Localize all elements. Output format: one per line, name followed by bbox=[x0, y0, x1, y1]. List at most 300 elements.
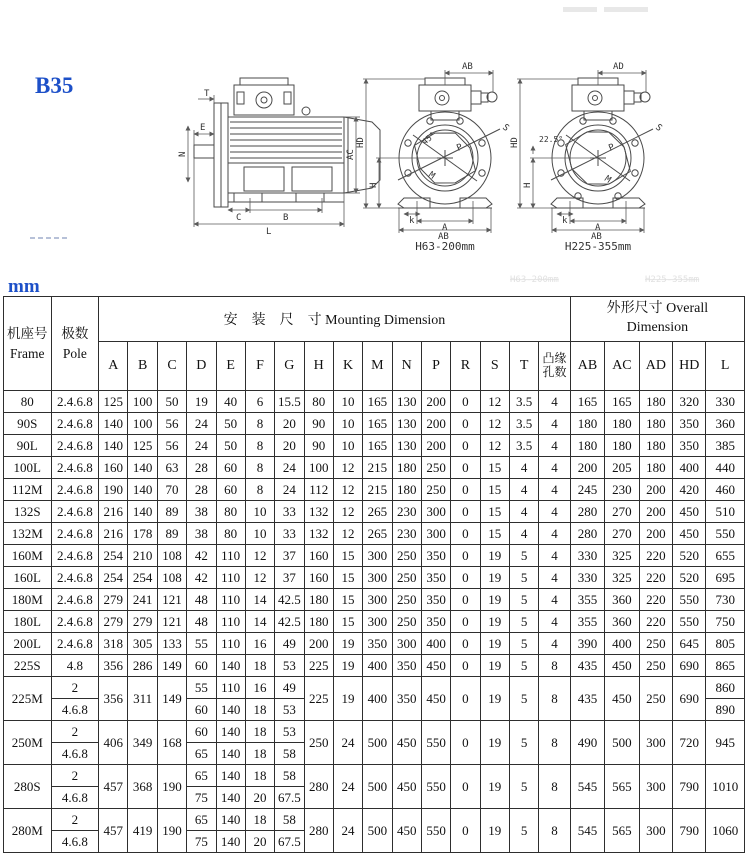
col-header-T: T bbox=[509, 342, 538, 391]
dim-ac: 165 bbox=[605, 391, 639, 413]
dim-ac: 205 bbox=[605, 457, 639, 479]
dim-m: 500 bbox=[363, 765, 392, 809]
dim-s: 19 bbox=[480, 809, 509, 853]
dim-g: 37 bbox=[275, 545, 304, 567]
dim-e: 110 bbox=[216, 677, 245, 699]
table-row bbox=[4, 435, 745, 457]
dim-b: 210 bbox=[128, 545, 157, 567]
dim-m: 165 bbox=[363, 413, 392, 435]
col-header-P: P bbox=[421, 342, 450, 391]
dim-g: 42.5 bbox=[275, 611, 304, 633]
dim-ac: 180 bbox=[605, 435, 639, 457]
dim-l: 865 bbox=[706, 655, 745, 677]
dim-c: 121 bbox=[157, 589, 186, 611]
dim-ad: 220 bbox=[639, 589, 672, 611]
dim-p: 350 bbox=[421, 545, 450, 567]
dim-s: 19 bbox=[480, 721, 509, 765]
dim-ad: 180 bbox=[639, 391, 672, 413]
dim-label-L: L bbox=[266, 227, 272, 237]
dim-f: 8 bbox=[245, 457, 274, 479]
dim-k: 12 bbox=[333, 479, 362, 501]
dim-s: 19 bbox=[480, 655, 509, 677]
dim-h: 132 bbox=[304, 501, 333, 523]
dim-ac: 400 bbox=[605, 633, 639, 655]
frame-cell: 200L bbox=[4, 633, 52, 655]
table-row bbox=[4, 809, 745, 831]
unit-label: mm bbox=[8, 276, 40, 296]
dim-c: 133 bbox=[157, 633, 186, 655]
dim-m: 265 bbox=[363, 501, 392, 523]
dim-n: 230 bbox=[392, 523, 421, 545]
dim-h: 90 bbox=[304, 413, 333, 435]
dim-h: 200 bbox=[304, 633, 333, 655]
table-row bbox=[4, 589, 745, 611]
dim-l: 695 bbox=[706, 567, 745, 589]
dim-f: 18 bbox=[245, 765, 274, 787]
dim-b: 279 bbox=[128, 611, 157, 633]
end-view-large-drawing bbox=[551, 78, 653, 208]
dim-c: 89 bbox=[157, 501, 186, 523]
overall-header-line1: 外形尺寸 Overall bbox=[606, 301, 709, 317]
pole-cell: 4.6.8 bbox=[51, 743, 99, 765]
dim-c: 50 bbox=[157, 391, 186, 413]
table-row bbox=[4, 677, 745, 699]
dim-label-HD: HD bbox=[510, 137, 520, 148]
dim-a: 140 bbox=[99, 413, 128, 435]
side-view-drawing bbox=[194, 78, 380, 207]
dim-r: 0 bbox=[451, 589, 480, 611]
table-header bbox=[4, 297, 745, 391]
dim-l: 460 bbox=[706, 479, 745, 501]
dim-r: 0 bbox=[451, 677, 480, 721]
dim-p: 300 bbox=[421, 501, 450, 523]
pole-cell: 2.4.6.8 bbox=[51, 545, 99, 567]
dim-s: 12 bbox=[480, 391, 509, 413]
table-row bbox=[4, 611, 745, 633]
view-caption-large: H225-355mm bbox=[564, 240, 632, 253]
dim-hd: 520 bbox=[673, 567, 706, 589]
dim-ab: 200 bbox=[570, 457, 604, 479]
dim-n: 250 bbox=[392, 545, 421, 567]
col-header-A: A bbox=[99, 342, 128, 391]
dim-e: 110 bbox=[216, 633, 245, 655]
dim-a: 254 bbox=[99, 545, 128, 567]
table-row bbox=[4, 391, 745, 413]
dim-label-angle: 22.5° bbox=[539, 135, 564, 144]
dim-h: 180 bbox=[304, 611, 333, 633]
pole-cell: 2.4.6.8 bbox=[51, 413, 99, 435]
dim-a: 318 bbox=[99, 633, 128, 655]
dim-n: 180 bbox=[392, 479, 421, 501]
dim-a: 125 bbox=[99, 391, 128, 413]
dim-t: 5 bbox=[509, 589, 538, 611]
dim-a: 457 bbox=[99, 765, 128, 809]
col-header-N: N bbox=[392, 342, 421, 391]
dim-ad: 200 bbox=[639, 523, 672, 545]
dim-e: 40 bbox=[216, 391, 245, 413]
end-view-small-dimensions bbox=[356, 62, 511, 253]
dim-p: 350 bbox=[421, 611, 450, 633]
dim-e: 50 bbox=[216, 413, 245, 435]
dim-h: 225 bbox=[304, 677, 333, 721]
dim-g: 67.5 bbox=[275, 787, 304, 809]
dim-e: 140 bbox=[216, 809, 245, 831]
dim-d: 19 bbox=[187, 391, 216, 413]
dim-g: 33 bbox=[275, 501, 304, 523]
dim-ac: 450 bbox=[605, 655, 639, 677]
dim-label-B: B bbox=[283, 213, 289, 223]
col-header-C: C bbox=[157, 342, 186, 391]
dim-k: 15 bbox=[333, 611, 362, 633]
dim-t: 5 bbox=[509, 633, 538, 655]
col-header-HD: HD bbox=[673, 342, 706, 391]
table-row bbox=[4, 545, 745, 567]
dim-t: 5 bbox=[509, 655, 538, 677]
dim-d: 55 bbox=[187, 633, 216, 655]
dim-ad: 300 bbox=[639, 721, 672, 765]
dim-n: 130 bbox=[392, 435, 421, 457]
frame-header-en: Frame bbox=[10, 345, 45, 361]
dim-label-S: S bbox=[653, 122, 664, 134]
dim-l: 890 bbox=[706, 699, 745, 721]
faded-caption-large: H225-355mm bbox=[645, 275, 700, 285]
dim-p: 450 bbox=[421, 655, 450, 677]
dim-ad: 250 bbox=[639, 655, 672, 677]
dim-e: 140 bbox=[216, 831, 245, 853]
dim-label-C: C bbox=[236, 213, 242, 223]
dim-d: 55 bbox=[187, 677, 216, 699]
technical-drawings bbox=[0, 0, 750, 296]
dim-b: 100 bbox=[128, 391, 157, 413]
dim-label-H: H bbox=[523, 182, 533, 188]
header-group-row bbox=[4, 297, 745, 342]
dim-h: 280 bbox=[304, 765, 333, 809]
dim-k: 24 bbox=[333, 721, 362, 765]
dim-n: 250 bbox=[392, 567, 421, 589]
dim-k: 10 bbox=[333, 413, 362, 435]
dim-ab: 355 bbox=[570, 611, 604, 633]
dim-ab: 545 bbox=[570, 809, 604, 853]
dim-g: 58 bbox=[275, 743, 304, 765]
dim-label-M: M bbox=[602, 174, 613, 186]
dim-s: 15 bbox=[480, 457, 509, 479]
dim-ac: 360 bbox=[605, 611, 639, 633]
dim-t: 5 bbox=[509, 809, 538, 853]
dim-r: 0 bbox=[451, 391, 480, 413]
dim-c: 190 bbox=[157, 765, 186, 809]
dim-ac: 565 bbox=[605, 809, 639, 853]
series-title: B35 bbox=[35, 73, 74, 98]
dim-d: 75 bbox=[187, 831, 216, 853]
dim-label-angle: 45° bbox=[420, 130, 438, 147]
dim-holes: 8 bbox=[539, 677, 571, 721]
dim-hd: 450 bbox=[673, 501, 706, 523]
col-header-S: S bbox=[480, 342, 509, 391]
dim-k: 12 bbox=[333, 501, 362, 523]
frame-cell: 112M bbox=[4, 479, 52, 501]
pole-cell: 2.4.6.8 bbox=[51, 391, 99, 413]
dim-k: 24 bbox=[333, 809, 362, 853]
dim-c: 149 bbox=[157, 655, 186, 677]
flange-holes-header-line: 孔数 bbox=[542, 365, 567, 379]
dim-n: 300 bbox=[392, 633, 421, 655]
dim-k: 10 bbox=[333, 435, 362, 457]
dim-r: 0 bbox=[451, 523, 480, 545]
dim-l: 750 bbox=[706, 611, 745, 633]
dim-ab: 280 bbox=[570, 523, 604, 545]
dim-d: 28 bbox=[187, 479, 216, 501]
dim-p: 550 bbox=[421, 765, 450, 809]
dim-k: 24 bbox=[333, 765, 362, 809]
scan-artifacts-captions bbox=[510, 275, 699, 285]
dim-k: 10 bbox=[333, 391, 362, 413]
frame-cell: 90L bbox=[4, 435, 52, 457]
dim-l: 510 bbox=[706, 501, 745, 523]
pole-cell: 2 bbox=[51, 677, 99, 699]
dim-ac: 565 bbox=[605, 765, 639, 809]
dim-ab: 165 bbox=[570, 391, 604, 413]
col-group-overall bbox=[570, 297, 744, 342]
dim-s: 19 bbox=[480, 765, 509, 809]
frame-cell: 280M bbox=[4, 809, 52, 853]
col-header-frame bbox=[4, 297, 52, 391]
dim-g: 20 bbox=[275, 413, 304, 435]
dim-label-HD: HD bbox=[356, 137, 366, 148]
dim-b: 178 bbox=[128, 523, 157, 545]
dim-l: 860 bbox=[706, 677, 745, 699]
dim-g: 53 bbox=[275, 699, 304, 721]
end-view-small-drawing bbox=[398, 78, 500, 208]
dim-n: 180 bbox=[392, 457, 421, 479]
dim-h: 280 bbox=[304, 809, 333, 853]
pole-cell: 4.6.8 bbox=[51, 787, 99, 809]
dim-b: 100 bbox=[128, 413, 157, 435]
dim-ac: 360 bbox=[605, 589, 639, 611]
dim-ac: 500 bbox=[605, 721, 639, 765]
dim-e: 110 bbox=[216, 589, 245, 611]
dim-m: 300 bbox=[363, 567, 392, 589]
dim-s: 19 bbox=[480, 589, 509, 611]
dim-ad: 180 bbox=[639, 413, 672, 435]
dim-l: 360 bbox=[706, 413, 745, 435]
dim-h: 80 bbox=[304, 391, 333, 413]
dim-g: 49 bbox=[275, 677, 304, 699]
dim-b: 140 bbox=[128, 457, 157, 479]
dim-r: 0 bbox=[451, 721, 480, 765]
dim-r: 0 bbox=[451, 413, 480, 435]
dim-e: 110 bbox=[216, 611, 245, 633]
dim-ab: 330 bbox=[570, 567, 604, 589]
dim-c: 168 bbox=[157, 721, 186, 765]
dim-f: 8 bbox=[245, 479, 274, 501]
dim-hd: 550 bbox=[673, 611, 706, 633]
dim-label-P: P bbox=[455, 142, 465, 154]
dim-hd: 690 bbox=[673, 677, 706, 721]
dim-ad: 220 bbox=[639, 567, 672, 589]
dim-g: 20 bbox=[275, 435, 304, 457]
dim-holes: 4 bbox=[539, 611, 571, 633]
dim-k: 15 bbox=[333, 589, 362, 611]
dim-r: 0 bbox=[451, 435, 480, 457]
col-header-D: D bbox=[187, 342, 216, 391]
dim-f: 14 bbox=[245, 589, 274, 611]
pole-cell: 2.4.6.8 bbox=[51, 567, 99, 589]
col-header-AB: AB bbox=[570, 342, 604, 391]
dim-b: 254 bbox=[128, 567, 157, 589]
dim-ad: 220 bbox=[639, 545, 672, 567]
table-row bbox=[4, 633, 745, 655]
dim-a: 140 bbox=[99, 435, 128, 457]
dim-holes: 8 bbox=[539, 721, 571, 765]
table-row bbox=[4, 721, 745, 743]
dim-b: 368 bbox=[128, 765, 157, 809]
dim-n: 250 bbox=[392, 589, 421, 611]
dim-ad: 300 bbox=[639, 765, 672, 809]
dim-d: 65 bbox=[187, 743, 216, 765]
dim-ab: 330 bbox=[570, 545, 604, 567]
dim-d: 65 bbox=[187, 809, 216, 831]
table-row bbox=[4, 523, 745, 545]
dim-p: 200 bbox=[421, 435, 450, 457]
dim-holes: 4 bbox=[539, 435, 571, 457]
pole-cell: 2.4.6.8 bbox=[51, 589, 99, 611]
dim-l: 655 bbox=[706, 545, 745, 567]
pole-header-en: Pole bbox=[62, 345, 87, 361]
dim-e: 140 bbox=[216, 787, 245, 809]
dimension-table bbox=[3, 296, 745, 853]
dim-c: 108 bbox=[157, 545, 186, 567]
dim-f: 18 bbox=[245, 743, 274, 765]
frame-header-cn: 机座号 bbox=[7, 325, 48, 341]
dim-k: 12 bbox=[333, 523, 362, 545]
dim-t: 4 bbox=[509, 479, 538, 501]
frame-cell: 160L bbox=[4, 567, 52, 589]
table-row bbox=[4, 655, 745, 677]
dim-holes: 4 bbox=[539, 545, 571, 567]
col-header-M: M bbox=[363, 342, 392, 391]
dim-m: 350 bbox=[363, 633, 392, 655]
dim-g: 58 bbox=[275, 809, 304, 831]
dim-hd: 400 bbox=[673, 457, 706, 479]
col-header-pole bbox=[51, 297, 99, 391]
dim-k: 19 bbox=[333, 655, 362, 677]
dim-p: 350 bbox=[421, 567, 450, 589]
dim-label-A: A bbox=[442, 223, 448, 233]
col-header-G: G bbox=[275, 342, 304, 391]
dim-ac: 325 bbox=[605, 545, 639, 567]
dim-g: 49 bbox=[275, 633, 304, 655]
dim-ad: 300 bbox=[639, 809, 672, 853]
dim-holes: 4 bbox=[539, 457, 571, 479]
dim-e: 140 bbox=[216, 721, 245, 743]
dim-r: 0 bbox=[451, 567, 480, 589]
technical-drawing-area bbox=[0, 0, 750, 296]
pole-cell: 4.6.8 bbox=[51, 831, 99, 853]
pole-cell: 2 bbox=[51, 765, 99, 787]
dim-n: 450 bbox=[392, 809, 421, 853]
dim-holes: 8 bbox=[539, 765, 571, 809]
dim-a: 406 bbox=[99, 721, 128, 765]
dim-d: 60 bbox=[187, 699, 216, 721]
dim-p: 550 bbox=[421, 809, 450, 853]
dim-d: 60 bbox=[187, 655, 216, 677]
dim-ab: 390 bbox=[570, 633, 604, 655]
dim-ab: 435 bbox=[570, 677, 604, 721]
dim-hd: 690 bbox=[673, 655, 706, 677]
dim-b: 305 bbox=[128, 633, 157, 655]
dim-ad: 220 bbox=[639, 611, 672, 633]
dim-ab: 490 bbox=[570, 721, 604, 765]
dim-f: 20 bbox=[245, 831, 274, 853]
dim-d: 24 bbox=[187, 413, 216, 435]
dim-label-A: A bbox=[595, 223, 601, 233]
dim-e: 110 bbox=[216, 545, 245, 567]
dim-m: 215 bbox=[363, 457, 392, 479]
dim-r: 0 bbox=[451, 765, 480, 809]
dim-k: 19 bbox=[333, 677, 362, 721]
dim-m: 300 bbox=[363, 545, 392, 567]
dim-s: 15 bbox=[480, 479, 509, 501]
dim-d: 38 bbox=[187, 523, 216, 545]
dim-label-k: k bbox=[562, 216, 568, 226]
dim-r: 0 bbox=[451, 809, 480, 853]
dim-ab: 355 bbox=[570, 589, 604, 611]
dim-k: 12 bbox=[333, 457, 362, 479]
dim-ac: 180 bbox=[605, 413, 639, 435]
dim-ac: 270 bbox=[605, 523, 639, 545]
frame-cell: 80 bbox=[4, 391, 52, 413]
dim-n: 450 bbox=[392, 721, 421, 765]
dim-f: 18 bbox=[245, 655, 274, 677]
frame-cell: 160M bbox=[4, 545, 52, 567]
dim-n: 450 bbox=[392, 765, 421, 809]
dim-holes: 4 bbox=[539, 523, 571, 545]
dim-d: 75 bbox=[187, 787, 216, 809]
dim-a: 279 bbox=[99, 611, 128, 633]
dim-r: 0 bbox=[451, 655, 480, 677]
dim-hd: 720 bbox=[673, 721, 706, 765]
dim-g: 15.5 bbox=[275, 391, 304, 413]
col-header-B: B bbox=[128, 342, 157, 391]
dim-label-AD-top: AD bbox=[613, 62, 624, 72]
col-header-F: F bbox=[245, 342, 274, 391]
dim-m: 400 bbox=[363, 655, 392, 677]
frame-cell: 280S bbox=[4, 765, 52, 809]
dim-l: 1010 bbox=[706, 765, 745, 809]
dim-a: 190 bbox=[99, 479, 128, 501]
table-row bbox=[4, 457, 745, 479]
dim-n: 350 bbox=[392, 655, 421, 677]
dim-e: 140 bbox=[216, 655, 245, 677]
flange-holes-header-line: 凸缘 bbox=[542, 351, 567, 366]
dim-holes: 8 bbox=[539, 809, 571, 853]
dim-l: 805 bbox=[706, 633, 745, 655]
frame-cell: 225S bbox=[4, 655, 52, 677]
dim-c: 121 bbox=[157, 611, 186, 633]
col-header-K: K bbox=[333, 342, 362, 391]
dim-c: 56 bbox=[157, 435, 186, 457]
dim-b: 286 bbox=[128, 655, 157, 677]
dim-n: 350 bbox=[392, 677, 421, 721]
dim-c: 56 bbox=[157, 413, 186, 435]
dim-b: 349 bbox=[128, 721, 157, 765]
dim-f: 10 bbox=[245, 501, 274, 523]
dim-l: 1060 bbox=[706, 809, 745, 853]
pole-header-cn: 极数 bbox=[61, 325, 89, 341]
overall-header-line2: Dimension bbox=[626, 320, 689, 335]
dim-b: 140 bbox=[128, 501, 157, 523]
dim-t: 4 bbox=[509, 523, 538, 545]
